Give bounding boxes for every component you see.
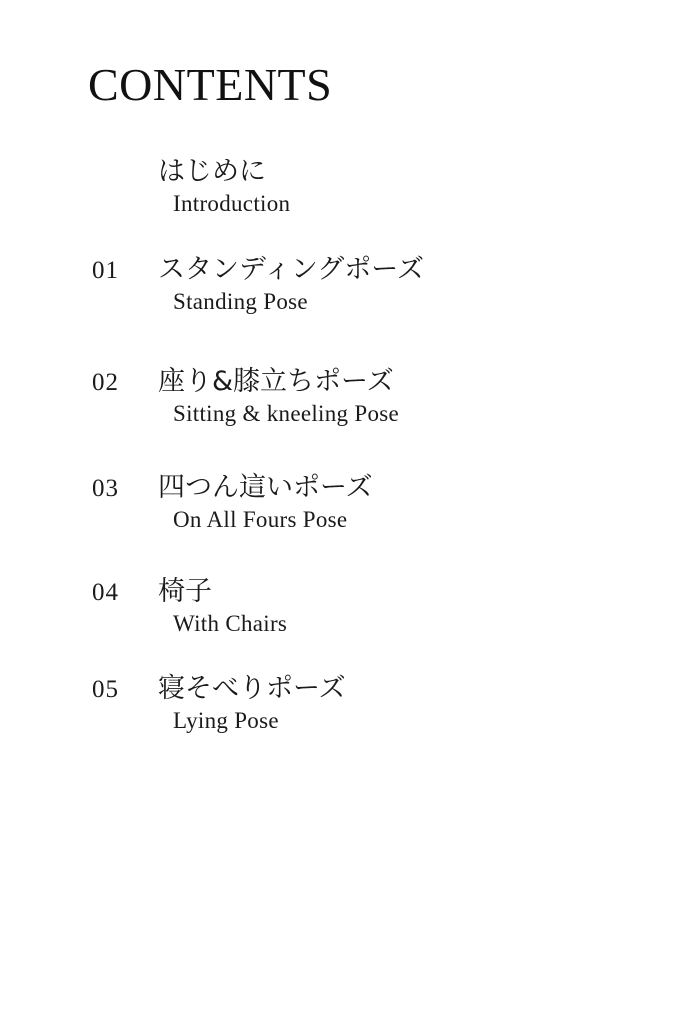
entry-number: 03	[92, 475, 119, 502]
entry-title-jp: はじめに	[158, 156, 266, 187]
entry-number: 05	[92, 676, 119, 703]
entry-title-en: Introduction	[173, 191, 291, 216]
toc-entry-05[interactable]	[0, 675, 683, 745]
entry-number: 01	[92, 257, 119, 284]
toc-entry-introduction[interactable]	[0, 158, 683, 228]
toc-entry-03[interactable]	[0, 474, 683, 544]
entry-number: 02	[92, 369, 119, 396]
page-title: CONTENTS	[88, 59, 333, 110]
entry-title-jp: 椅子	[158, 576, 212, 607]
toc-entry-02[interactable]	[0, 368, 683, 438]
entry-title-jp: 寝そべりポーズ	[158, 673, 346, 704]
entry-title-en: Sitting & kneeling Pose	[173, 401, 400, 426]
entry-title-en: On All Fours Pose	[173, 507, 348, 532]
entry-number: 04	[92, 579, 119, 606]
entry-title-en: With Chairs	[173, 611, 288, 636]
entry-title-jp: スタンディングポーズ	[158, 254, 424, 285]
entry-title-jp: 四つん這いポーズ	[158, 472, 373, 503]
entry-title-en: Standing Pose	[173, 289, 308, 314]
toc-entry-04[interactable]	[0, 578, 683, 648]
entry-title-jp: 座り&膝立ちポーズ	[158, 366, 394, 397]
toc-entry-01[interactable]	[0, 256, 683, 326]
entry-title-en: Lying Pose	[173, 708, 279, 733]
